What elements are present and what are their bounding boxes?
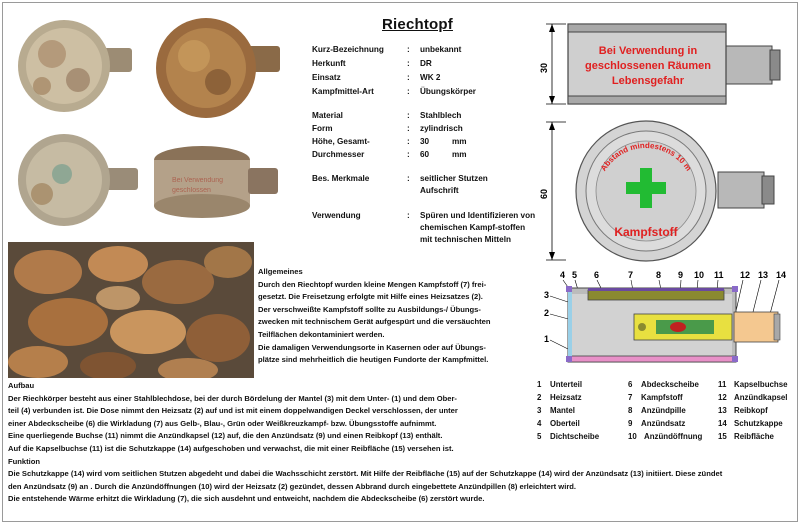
legend-item [628, 406, 686, 415]
dim-diameter-label: 60 [539, 188, 549, 200]
spec-colon: : [407, 59, 410, 68]
allgemeines-line: Der verschweißte Kampfstoff sollte zu Ausbildungs-/ Übungs- [258, 304, 481, 314]
legend-num: 9 [628, 419, 633, 428]
spec-colon: : [407, 174, 410, 183]
aufbau-line: einer Abdeckscheibe (6) die Wirkladung (7) aus Gelb-, Blau-, Grün oder Weißkreuzkampf- bzw. Übungsstoffe aufnimmt. [8, 418, 437, 428]
spec-colon: : [407, 45, 410, 54]
legend-num: 13 [718, 406, 727, 415]
kampfstoff-label: Kampfstoff [614, 225, 678, 239]
spec-key: Kampfmittel-Art [312, 87, 374, 96]
legend-num: 15 [718, 432, 727, 441]
legend-label: Abdeckscheibe [641, 380, 699, 389]
spec-key: Einsatz [312, 73, 341, 82]
allgemeines-heading: Allgemeines [258, 267, 303, 276]
spec-value: 60 [420, 150, 430, 159]
spec-key: Bes. Merkmale [312, 174, 370, 183]
dim-height-label: 30 [539, 62, 549, 74]
sec-num: 7 [628, 270, 634, 280]
legend-item [537, 380, 582, 389]
funktion-line: den Anzündsatz (9) an . Durch die Anzündöffnungen (10) wird der Heizsatz (2) gezündet, dessen Abbrand durch eingebettete Anzündpillen (8) erleichtert wird. [8, 481, 577, 491]
allgemeines-section [258, 266, 491, 367]
legend-label: Heizsatz [550, 393, 582, 402]
sec-side-num: 1 [544, 334, 550, 344]
aufbau-section [8, 380, 722, 506]
aufbau-line: Auf die Kapselbuchse (11) ist die Schutzkappe (14) aufgeschoben und verwachst, die mit einer Reibfläche (15) versehen ist. [8, 443, 454, 453]
legend-label: Schutzkappe [734, 419, 783, 428]
spec-unit: mm [452, 150, 467, 159]
photo-can-top-2 [148, 12, 284, 124]
svg-text:Bei Verwendung: Bei Verwendung [172, 177, 223, 184]
spec-value: Übungskörper [420, 87, 476, 96]
photo-can-top-1 [12, 14, 138, 122]
legend-item [628, 419, 685, 428]
legend-num: 3 [537, 406, 542, 415]
spec-key: Höhe, Gesamt- [312, 137, 370, 146]
sec-num: 14 [776, 270, 787, 280]
allgemeines-line: Die damaligen Verwendungsorte in Kasernen oder auf Übungs- [258, 342, 486, 352]
sec-side-num: 2 [544, 308, 550, 318]
allgemeines-line: Teilflächen dekontaminiert werden. [258, 329, 385, 339]
side-view-drawing [538, 12, 790, 112]
spec-colon: : [407, 137, 410, 146]
funktion-line: Die Schutzkappe (14) wird vom seitlichen Stutzen abgedeht und dabei die Wachsschicht zerstört. Mit Hilfe der Reibfläche (15) auf der Schutzkappe (14) wird der Anzündsatz (13) initiiert. Diese zündet [8, 469, 723, 479]
legend-num: 11 [718, 380, 727, 389]
spec-colon: : [407, 124, 410, 133]
spec-value: DR [420, 59, 432, 68]
legend-item [718, 393, 788, 402]
legend-item [718, 419, 783, 428]
funktion-line: Die entstehende Wärme erhitzt die Wirkladung (7), die sich ausdehnt und entweicht, nachdem die Abdeckscheibe (6) zerstört wurde. [8, 494, 485, 504]
funktion-heading: Funktion [8, 456, 41, 466]
legend-num: 7 [628, 393, 633, 402]
sec-num: 12 [740, 270, 751, 280]
spec-colon: : [407, 73, 410, 82]
photo-can-side [150, 138, 284, 228]
aufbau-line: teil (4) verbunden ist. Die Dose nimmt den Heizsatz (2) auf und ist mit einem doppelwandigen Deckel verschlossen, der unter [8, 406, 458, 416]
spec-unit: mm [452, 137, 467, 146]
legend-item [537, 393, 582, 402]
warning-line-1: Bei Verwendung in [598, 45, 698, 57]
legend-label: Anzündöffnung [644, 432, 703, 441]
legend-item [718, 380, 788, 389]
photo-pile-of-cans [8, 242, 254, 378]
sec-side-num: 3 [544, 290, 550, 300]
spec-value: Stahlblech [420, 111, 462, 120]
spec-colon: : [407, 150, 410, 159]
spec-colon: : [407, 111, 410, 120]
spec-key: Durchmesser [312, 150, 365, 159]
sec-num: 5 [572, 270, 578, 280]
spec-colon: : [407, 87, 410, 96]
allgemeines-line: gesetzt. Die Freisetzung erfolgte mit Hilfe eines Heizsatzes (2). [258, 292, 483, 302]
allgemeines-line: Durch den Riechtopf wurden kleine Mengen Kampfstoff (7) frei- [258, 279, 487, 289]
spec-key: Material [312, 111, 343, 120]
spec-value: Spüren und Identifizieren von chemischen Kampf-stoffen mit technischen Mitteln [420, 211, 536, 244]
spec-value: zylindrisch [420, 124, 463, 133]
legend-num: 6 [628, 380, 633, 389]
legend-label: Oberteil [550, 419, 580, 428]
warning-line-3: Lebensgefahr [611, 75, 685, 87]
top-view-drawing [538, 116, 790, 266]
legend-num: 12 [718, 393, 727, 402]
spec-key: Form [312, 124, 333, 133]
legend-label: Anzündpille [641, 406, 686, 415]
legend-item [537, 432, 599, 441]
legend-label: Anzündsatz [641, 419, 686, 428]
legend-num: 2 [537, 393, 542, 402]
spec-value: unbekannt [420, 45, 462, 54]
legend-label: Mantel [550, 406, 575, 415]
allgemeines-line: zwecken mit technischem Gerät aufgespürt und die versäuchten [258, 317, 491, 327]
sec-num: 6 [594, 270, 600, 280]
legend-item [537, 419, 580, 428]
legend-label: Dichtscheibe [550, 432, 600, 441]
sec-num: 9 [678, 270, 684, 280]
page-title: Riechtopf [382, 16, 453, 33]
legend-num: 5 [537, 432, 542, 441]
legend-label: Kapselbuchse [734, 380, 788, 389]
photo-can-bottom [12, 126, 142, 234]
spec-colon: : [407, 211, 410, 220]
spec-value: 30 [420, 137, 430, 146]
allgemeines-line: plätze sind mehrheitlich die heutigen Fundorte der Kampfmittel. [258, 355, 489, 365]
legend-label: Unterteil [550, 380, 583, 389]
sec-num: 8 [656, 270, 662, 280]
legend-item [628, 432, 702, 441]
spec-key: Kurz-Bezeichnung [312, 45, 384, 54]
sec-num: 10 [694, 270, 705, 280]
sec-num: 13 [758, 270, 769, 280]
aufbau-line: Der Riechkörper besteht aus einer Stahlblechdose, bei der durch Bördelung der Mantel (3) mit dem Unter- (1) und dem Ober- [8, 393, 457, 403]
legend-label: Reibfläche [734, 432, 774, 441]
legend-label: Reibkopf [734, 406, 768, 415]
legend-item [628, 380, 699, 389]
legend-label: Kampfstoff [641, 393, 683, 402]
svg-text:geschlossen: geschlossen [172, 187, 211, 194]
sec-num: 11 [714, 270, 724, 280]
legend-item [718, 432, 774, 441]
aufbau-heading: Aufbau [8, 381, 35, 390]
legend-label: Anzündkapsel [734, 393, 788, 402]
spec-value: seitlicher Stutzen Aufschrift [420, 174, 488, 195]
legend-num: 1 [537, 380, 542, 389]
legend-num: 14 [718, 419, 727, 428]
legend-item [718, 406, 768, 415]
spec-key: Herkunft [312, 59, 346, 68]
legend-item [537, 406, 575, 415]
legend-item [628, 393, 683, 402]
legend-num: 4 [537, 419, 542, 428]
legend-num: 10 [628, 432, 637, 441]
spec-key: Verwendung [312, 211, 361, 220]
legend-num: 8 [628, 406, 633, 415]
cross-section-drawing [538, 268, 790, 380]
sec-num: 4 [560, 270, 566, 280]
spec-value: WK 2 [420, 73, 441, 82]
arc-text-path: Abstand mindestens 10 m [598, 140, 694, 173]
aufbau-line: Eine querliegende Buchse (11) nimmt die Anzündkapsel (12) auf, die den Anzündsatz (9) und einen Reibkopf (13) enthält. [8, 431, 443, 441]
warning-line-2: geschlossenen Räumen [585, 60, 711, 72]
